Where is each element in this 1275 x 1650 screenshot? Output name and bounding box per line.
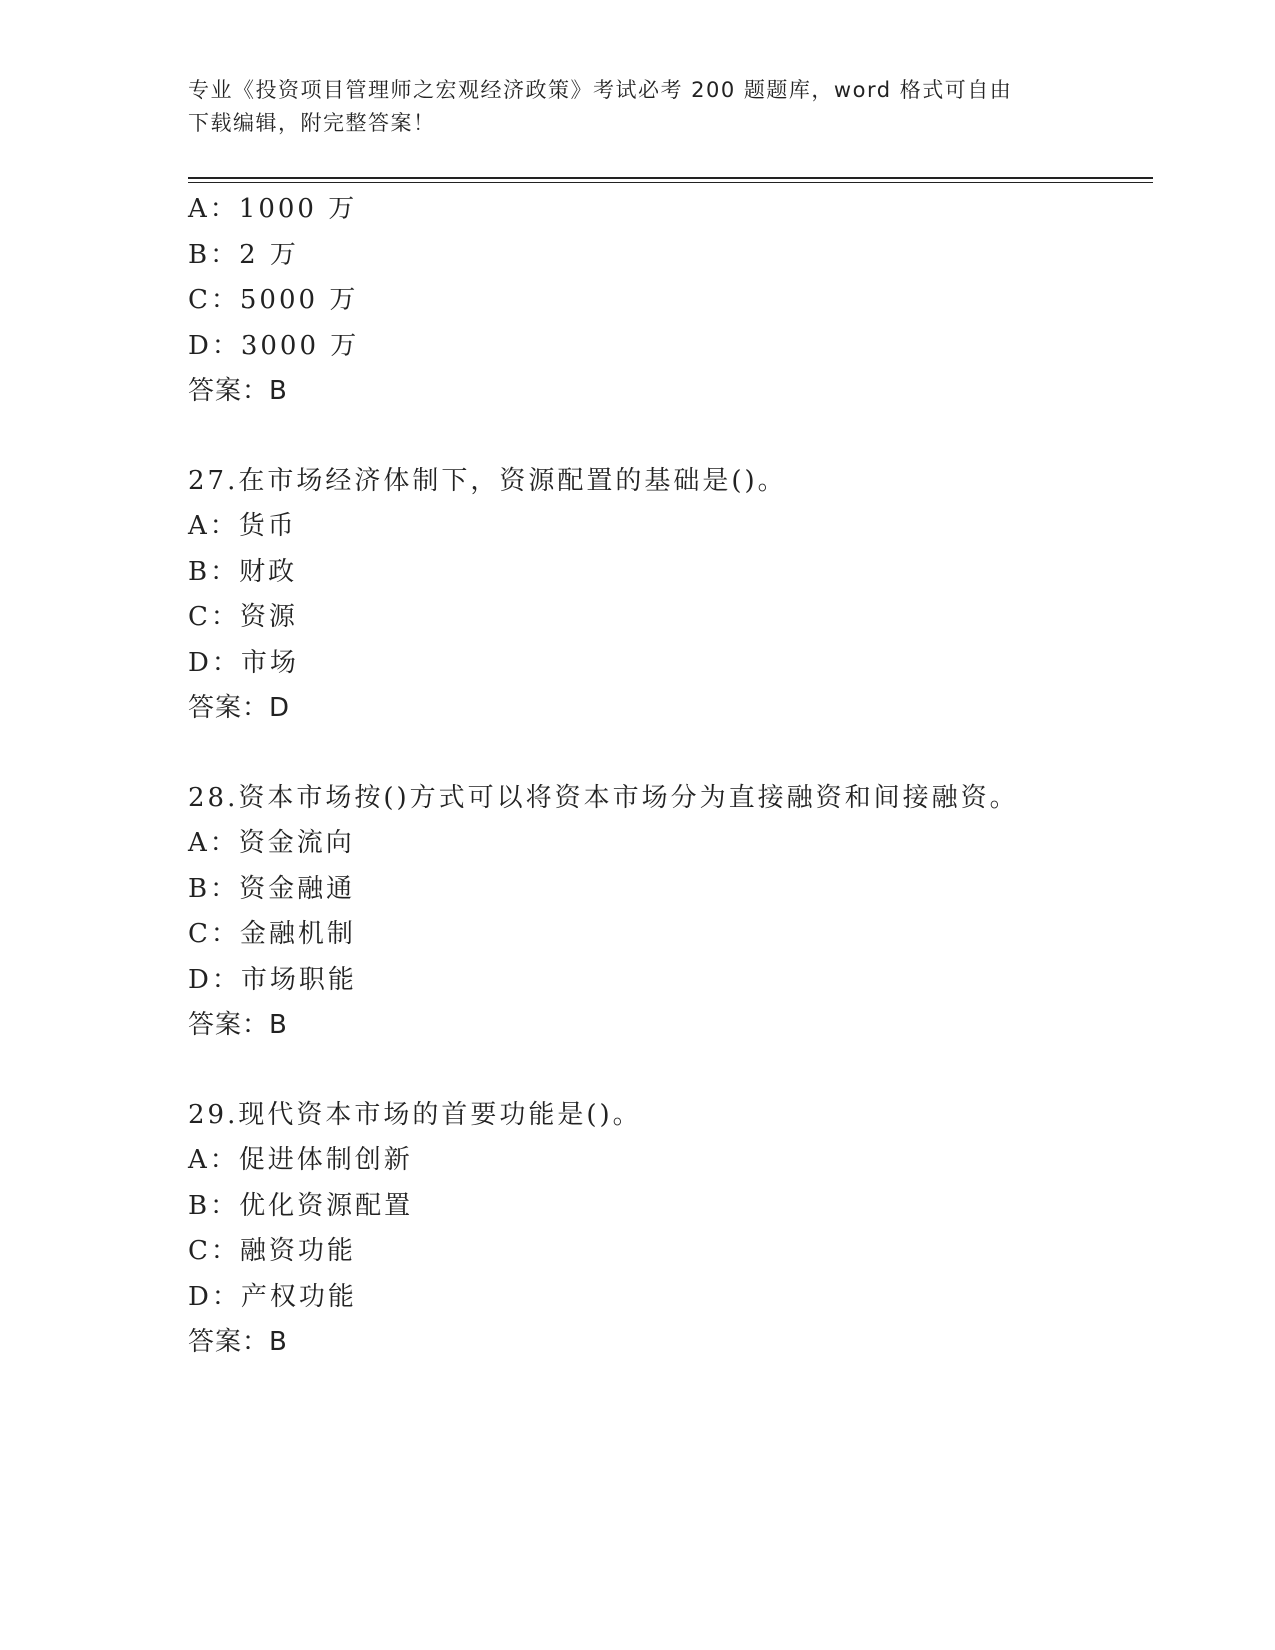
header-divider [188,177,1153,183]
option-c: C：金融机制 [188,919,356,949]
answer: 答案：B [188,1010,288,1040]
option-d: D：市场 [188,647,299,678]
option-a: A：资金流向 [188,828,355,858]
option-d: D：市场职能 [188,964,357,995]
option-a: A：1000 万 [188,194,358,224]
answer: 答案：B [188,376,288,406]
option-b: B：优化资源配置 [188,1190,414,1221]
option-c: C：资源 [188,602,298,632]
question-block-29 [188,1093,1168,1366]
option-c: C：5000 万 [188,285,359,315]
option-a: A：货币 [188,511,297,541]
question-text: 27.在市场经济体制下，资源配置的基础是()。 [188,465,787,496]
header-line-2: 下载编辑，附完整答案！ [188,111,436,135]
question-block-27 [188,459,1168,732]
document-header [188,74,1068,140]
answer: 答案：D [188,693,291,723]
answer: 答案：B [188,1327,288,1357]
option-d: D：产权功能 [188,1281,357,1312]
header-line-1: 专业《投资项目管理师之宏观经济政策》考试必考 200 题题库，word 格式可自由 [188,78,1013,102]
option-a: A：促进体制创新 [188,1145,413,1175]
option-b: B：资金融通 [188,873,356,904]
question-block-28 [188,776,1168,1049]
question-text: 29.现代资本市场的首要功能是()。 [188,1099,642,1130]
option-c: C：融资功能 [188,1236,356,1266]
option-d: D：3000 万 [188,330,360,361]
question-list [188,187,1168,1366]
option-b: B：财政 [188,556,298,587]
question-block-26 [188,187,1168,415]
question-text: 28.资本市场按()方式可以将资本市场分为直接融资和间接融资。 [188,782,1019,813]
option-b: B：2 万 [188,239,299,270]
